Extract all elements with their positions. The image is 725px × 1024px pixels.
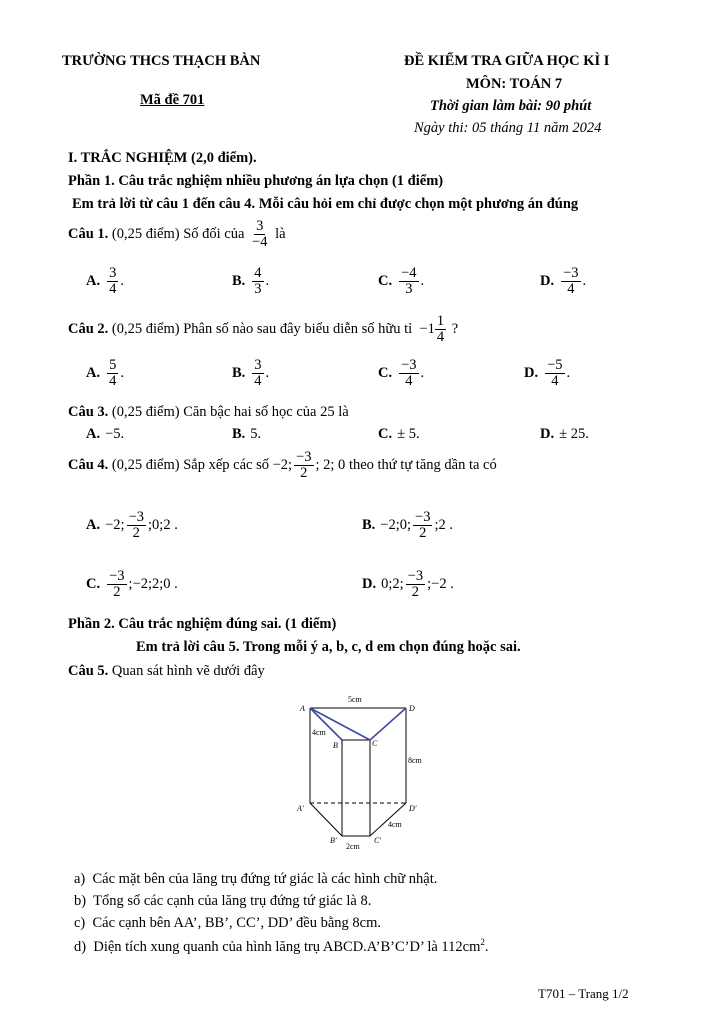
q2-text: (0,25 điểm) Phân số nào sau đây biểu diễn số hữu tỉ — [111, 321, 413, 338]
q2-tail: ? — [451, 321, 459, 338]
question-5 — [68, 663, 265, 680]
vertex-c-prime: C' — [374, 836, 382, 845]
dim-right: 4cm — [388, 820, 402, 829]
q2-mixed-fraction: $\frac{1}{4}$ — [436, 313, 445, 346]
dim-height: 8cm — [408, 756, 422, 765]
vertex-d: D — [409, 704, 415, 713]
q1-tail: là — [275, 226, 286, 243]
question-1 — [68, 219, 286, 250]
section-title: I. TRẮC NGHIỆM (2,0 điểm). — [68, 150, 257, 166]
q1-fraction: $\frac{3}{-4}$ — [252, 218, 268, 251]
q5-text: Quan sát hình vẽ dưới đây — [111, 663, 265, 679]
question-3 — [68, 404, 349, 421]
q3-label: Câu 3. — [68, 404, 109, 420]
vertex-b-prime: B' — [330, 836, 337, 845]
q4-option-d[interactable]: D. 0;2; $\frac{-3}{2}$ ;−2 . — [362, 568, 454, 601]
q1-label: Câu 1. — [68, 226, 109, 243]
exam-date: Ngày thi: 05 tháng 11 năm 2024 — [414, 120, 602, 136]
q3-text: (0,25 điểm) Căn bậc hai số học của 25 là — [111, 404, 349, 420]
duration: Thời gian làm bài: 90 phút — [430, 98, 592, 114]
statement-c[interactable]: c) Các cạnh bên AA’, BB’, CC’, DD’ đều bằng 8cm. — [74, 915, 381, 931]
q2-label: Câu 2. — [68, 321, 109, 338]
q1-text: (0,25 điểm) Số đối của — [111, 226, 245, 243]
q2-option-b[interactable]: B. $\frac{3}{4}$ . — [232, 357, 270, 390]
subject: MÔN: TOÁN 7 — [466, 76, 563, 92]
q2-option-a[interactable]: A. $\frac{5}{4}$ . — [86, 357, 124, 390]
prism-figure — [290, 690, 430, 855]
vertex-d-prime: D' — [409, 804, 417, 813]
statement-a[interactable]: a) Các mặt bên của lăng trụ đứng tứ giác là các hình chữ nhật. — [74, 871, 438, 887]
school-name: TRƯỜNG THCS THẠCH BÀN — [62, 53, 261, 69]
part1-title: Phần 1. Câu trắc nghiệm nhiều phương án lựa chọn (1 điểm) — [68, 173, 444, 189]
q1-option-c[interactable]: C. $\frac{-4}{3}$ . — [378, 265, 425, 298]
dim-bottom: 2cm — [346, 842, 360, 851]
exam-code: Mã đề 701 — [140, 92, 205, 108]
q3-option-b[interactable]: B. 5. — [232, 426, 262, 442]
q4-option-b[interactable]: B. −2;0; $\frac{-3}{2}$ ;2 . — [362, 509, 454, 542]
statement-d[interactable]: d) Diện tích xung quanh của hình lăng trụ ABCD.A’B’C’D’ là $112cm^2$. — [74, 937, 489, 955]
q4-option-a[interactable]: A. −2; $\frac{-3}{2}$ ;0;2 . — [86, 509, 178, 542]
q4-option-c[interactable]: C. $\frac{-3}{2}$ ;−2;2;0 . — [86, 568, 178, 601]
part2-title: Phần 2. Câu trắc nghiệm đúng sai. (1 điểm) — [68, 616, 337, 632]
q2-option-d[interactable]: D. $\frac{-5}{4}$ . — [524, 357, 571, 390]
q1-option-a[interactable]: A. $\frac{3}{4}$ . — [86, 265, 124, 298]
q3-option-a[interactable]: A. −5. — [86, 426, 125, 442]
part1-instruction: Em trả lời từ câu 1 đến câu 4. Mỗi câu hỏi em chỉ được chọn một phương án đúng — [72, 196, 579, 212]
q3-option-d[interactable]: D. ± 25. — [540, 426, 589, 442]
page-number: T701 – Trang 1/2 — [538, 986, 629, 1001]
vertex-b: B — [333, 741, 338, 750]
q2-option-c[interactable]: C. $\frac{-3}{4}$ . — [378, 357, 425, 390]
q1-option-b[interactable]: B. $\frac{4}{3}$ . — [232, 265, 270, 298]
q4-label: Câu 4. — [68, 457, 109, 474]
q4-tail: theo thứ tự tăng dần ta có — [348, 457, 497, 474]
q1-option-d[interactable]: D. $\frac{-3}{4}$ . — [540, 265, 587, 298]
vertex-a: A — [300, 704, 305, 713]
q4-fraction: $\frac{-3}{2}$ — [296, 449, 312, 482]
q4-text: (0,25 điểm) Sắp xếp các số — [111, 457, 269, 474]
statement-b[interactable]: b) Tổng số các cạnh của lăng trụ đứng tứ giác là 8. — [74, 893, 372, 909]
dim-top: 5cm — [348, 695, 362, 704]
edge-cd — [370, 708, 406, 740]
q3-option-c[interactable]: C. ± 5. — [378, 426, 420, 442]
edge-ab-bottom — [310, 803, 342, 836]
dim-left: 4cm — [312, 728, 326, 737]
q2-mixed-whole: −1 — [419, 321, 435, 338]
exam-title: ĐỀ KIỂM TRA GIỮA HỌC KÌ I — [404, 53, 610, 69]
q5-label: Câu 5. — [68, 663, 109, 679]
vertex-c: C — [372, 739, 378, 748]
question-4: Câu 4. (0,25 điểm) Sắp xếp các số −2; $\frac{-3}{2}$ ; 2; 0 theo thứ tự tăng dần ta có — [68, 449, 497, 482]
question-2 — [68, 314, 458, 345]
vertex-a-prime: A' — [297, 804, 304, 813]
part2-instruction: Em trả lời câu 5. Trong mỗi ý a, b, c, d em chọn đúng hoặc sai. — [136, 639, 521, 655]
